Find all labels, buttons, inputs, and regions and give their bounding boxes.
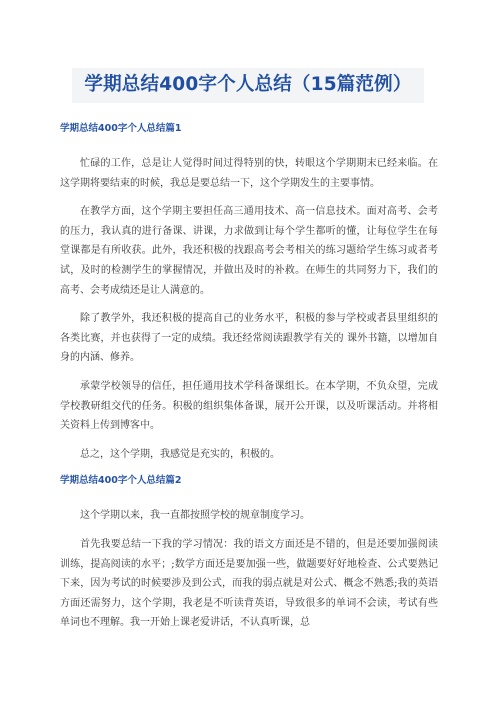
document-title: 学期总结400字个人总结（15篇范例） xyxy=(72,68,423,103)
title-banner xyxy=(0,68,496,103)
paragraph: 总之，这个学期，我感觉是充实的，积极的。 xyxy=(80,448,280,460)
document-body xyxy=(60,120,438,633)
section-heading: 学期总结400字个人总结篇2 xyxy=(60,475,182,487)
paragraph: 承蒙学校领导的信任，担任通用技术学科备课组长。在本学期，不负众望，完成学校教研组交代的任务。积极的组织集体备课，展开公开课，以及听课活动。并将相关资料上传到博客中。 xyxy=(60,380,438,432)
paragraph: 这个学期以来，我一直都按照学校的规章制度学习。 xyxy=(80,510,310,522)
section-heading: 学期总结400字个人总结篇1 xyxy=(60,123,182,134)
paragraph: 除了教学外，我还积极的提高自己的业务水平，积极的参与学校或者县里组织的各类比赛，并也获得了一定的成绩。我还经常阅读跟教学有关的 课外书籍，以增加自身的内涵、修养。 xyxy=(60,313,438,364)
paragraph: 首先我要总结一下我的学习情况：我的语文方面还是不错的，但是还要加强阅读训练，提高阅读的水平；;数学方面还是要加强一些，做题要好好地检查、公式要熟记下来，因为考试的时候要涉及到公式，而我的弱点就是对公式、概念不熟悉;我的英语方面还需努力，这个学期，我老是不听读背英语，导致很多的单词不会读，考试有些单词也不理解。我一开始上课老爱讲话，不认真听课，总 xyxy=(60,538,438,629)
paragraph: 在教学方面，这个学期主要担任高三通用技术、高一信息技术。面对高考、会考的压力，我认真的进行备课、讲课，力求做到让每个学生都听的懂，让每位学生在每堂课都是有所收获。此外，我还积极的找跟高考会考相关的练习题给学生练习或者考试，及时的检测学生的掌握情况，并做出及时的补救。在师生的共同努力下，我们的高考、会考成绩还是让人满意的。 xyxy=(60,206,438,296)
paragraph: 忙碌的工作，总是让人觉得时间过得特别的快，转眼这个学期期末已经来临。在这学期将要结束的时候，我总是要总结一下，这个学期发生的主要事情。 xyxy=(60,158,438,189)
